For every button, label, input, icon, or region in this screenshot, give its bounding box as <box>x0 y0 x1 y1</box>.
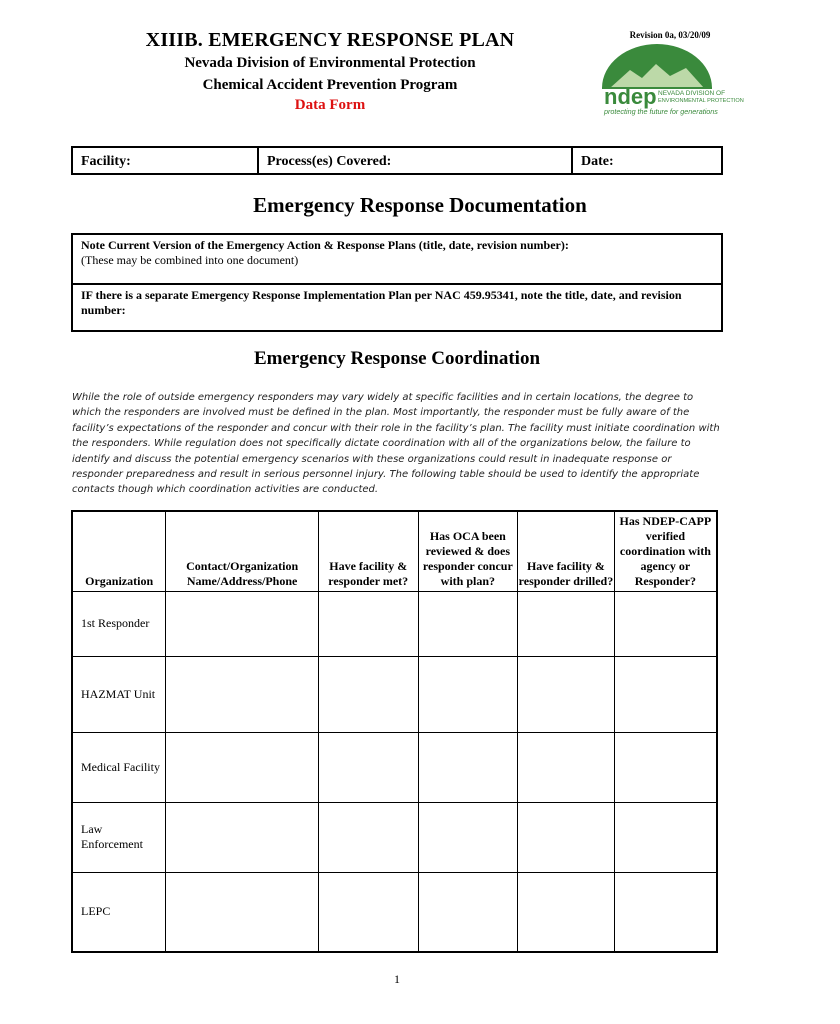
table-header-row <box>72 511 717 591</box>
column-header-contact: Contact/Organization Name/Address/Phone <box>166 511 319 591</box>
contact-cell[interactable] <box>166 591 319 656</box>
contact-cell[interactable] <box>166 656 319 732</box>
coordination-heading: Emergency Response Coordination <box>253 348 541 369</box>
row-label: Medical Facility <box>72 732 166 802</box>
facility-field[interactable]: Facility: <box>73 148 259 173</box>
current-version-field[interactable] <box>73 235 721 285</box>
logo-division-line1: NEVADA DIVISION OF <box>658 90 726 97</box>
table-row <box>72 802 717 872</box>
agency-name: Nevada Division of Environmental Protection <box>184 55 476 71</box>
drilled-cell[interactable] <box>518 732 615 802</box>
met-cell[interactable] <box>318 802 418 872</box>
table-row <box>72 872 717 952</box>
program-name: Chemical Accident Prevention Program <box>202 77 458 93</box>
facility-info-box <box>71 146 723 175</box>
revision-label: Revision 0a, 03/20/09 <box>629 30 711 40</box>
met-cell[interactable] <box>318 656 418 732</box>
coordination-table <box>71 510 718 953</box>
coordination-paragraph: While the role of outside emergency responders may vary widely at specific facilities and in certain locations, the degree to which the responders are involved must be defined in the plan. Most importantly, the responder must be fully aware of the facility’s expectations of the responder and concur with their role in the facility’s plan. The facility must initiate coordination with the responders. While regulation does not specifically dictate coordination with all of the organizations below, the failure to identify and discuss the potential emergency scenarios with these organizations could result in inadequate response or responder preparedness and result in serious personnel injury. The following table should be used to identify the appropriate contacts though which coordination activities are conducted. <box>72 392 720 496</box>
verified-cell[interactable] <box>614 872 717 952</box>
drilled-cell[interactable] <box>518 656 615 732</box>
table-row <box>72 656 717 732</box>
processes-field[interactable]: Process(es) Covered: <box>259 148 573 173</box>
column-header-met: Have facility & responder met? <box>318 511 418 591</box>
oca-cell[interactable] <box>418 872 518 952</box>
contact-cell[interactable] <box>166 802 319 872</box>
logo-tagline: protecting the future for generations <box>604 107 718 116</box>
current-version-label: Note Current Version of the Emergency Action & Response Plans (title, date, revision number): <box>81 238 569 252</box>
column-header-oca-reviewed: Has OCA been reviewed & does responder concur with plan? <box>418 511 518 591</box>
ndep-logo <box>596 42 744 132</box>
table-row <box>72 732 717 802</box>
oca-cell[interactable] <box>418 656 518 732</box>
column-header-ndep-verified: Has NDEP-CAPP verified coordination with agency or Responder? <box>614 511 717 591</box>
drilled-cell[interactable] <box>518 872 615 952</box>
verified-cell[interactable] <box>614 591 717 656</box>
date-field[interactable]: Date: <box>581 154 614 169</box>
page-number: 1 <box>394 972 400 986</box>
met-cell[interactable] <box>318 591 418 656</box>
contact-cell[interactable] <box>166 872 319 952</box>
met-cell[interactable] <box>318 872 418 952</box>
drilled-cell[interactable] <box>518 591 615 656</box>
column-header-drilled: Have facility & responder drilled? <box>518 511 615 591</box>
drilled-cell[interactable] <box>518 802 615 872</box>
table-row <box>72 591 717 656</box>
verified-cell[interactable] <box>614 656 717 732</box>
oca-cell[interactable] <box>418 732 518 802</box>
documentation-heading: Emergency Response Documentation <box>253 193 587 217</box>
column-header-organization: Organization <box>72 511 166 591</box>
row-label: HAZMAT Unit <box>72 656 166 732</box>
row-label: LEPC <box>72 872 166 952</box>
contact-cell[interactable] <box>166 732 319 802</box>
logo-mark: ndep <box>604 84 657 109</box>
current-version-hint: (These may be combined into one document) <box>81 253 299 267</box>
documentation-box <box>71 233 723 332</box>
oca-cell[interactable] <box>418 591 518 656</box>
separate-plan-field[interactable]: IF there is a separate Emergency Response Implementation Plan per NAC 459.95341, note the title, date, and revision number: <box>81 288 682 317</box>
logo-division-line2: ENVIRONMENTAL PROTECTION <box>658 98 744 104</box>
row-label: 1st Responder <box>72 591 166 656</box>
row-label: Law Enforcement <box>72 802 166 872</box>
oca-cell[interactable] <box>418 802 518 872</box>
met-cell[interactable] <box>318 732 418 802</box>
verified-cell[interactable] <box>614 732 717 802</box>
form-type: Data Form <box>294 97 366 113</box>
form-title: XIIIB. EMERGENCY RESPONSE PLAN <box>145 29 515 51</box>
verified-cell[interactable] <box>614 802 717 872</box>
